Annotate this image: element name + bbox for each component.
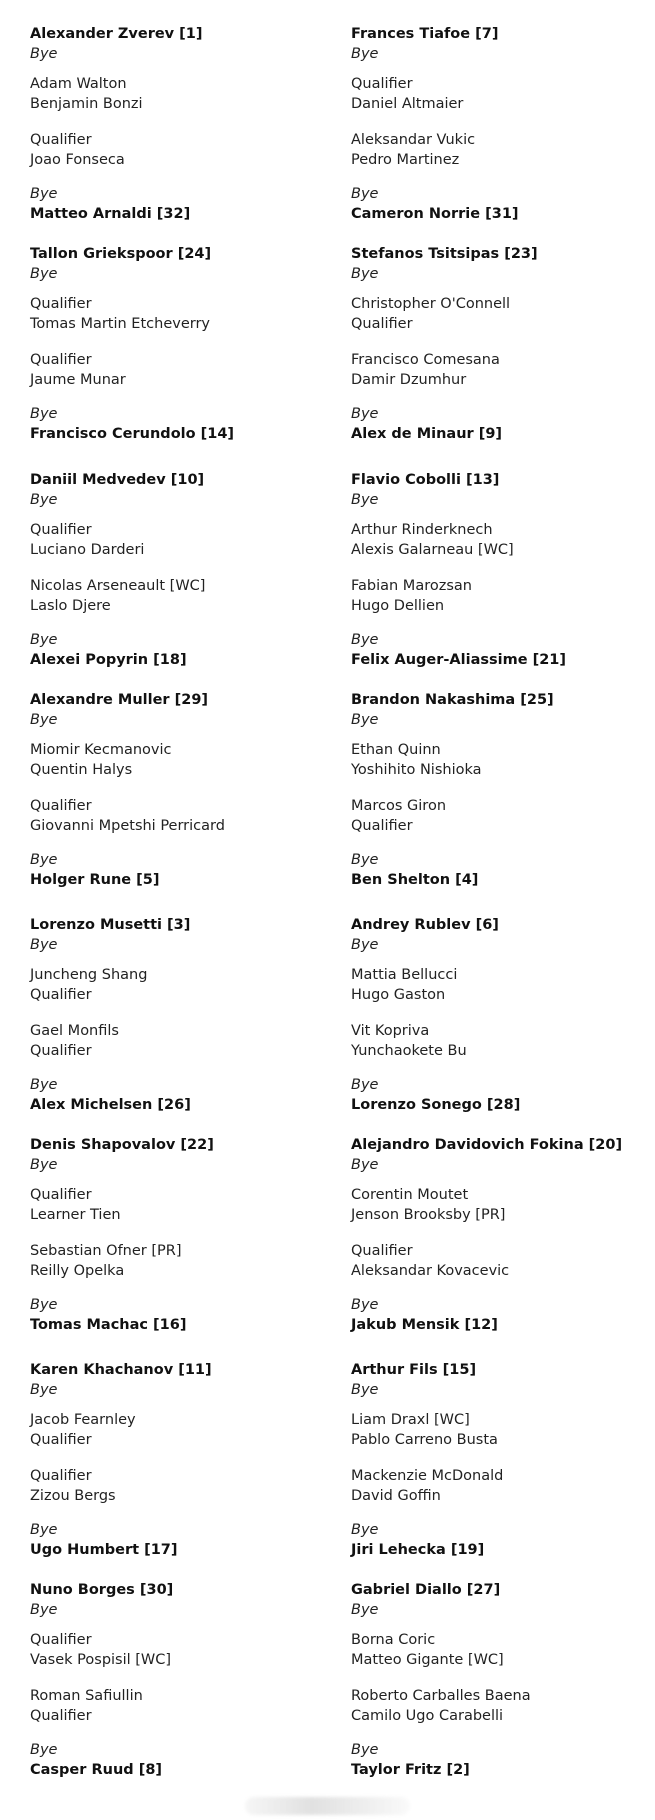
player-entry: Roberto Carballes Baena xyxy=(351,1688,531,1704)
seeded-player: Taylor Fritz [2] xyxy=(351,1762,470,1778)
seeded-player: Arthur Fils [15] xyxy=(351,1362,477,1378)
player-entry: Qualifier xyxy=(30,798,92,814)
seeded-player: Alexei Popyrin [18] xyxy=(30,652,187,668)
bye-entry: Bye xyxy=(351,46,379,62)
seeded-player: Lorenzo Musetti [3] xyxy=(30,917,191,933)
player-entry: Qualifier xyxy=(30,1708,92,1724)
seeded-player: Tallon Griekspoor [24] xyxy=(30,246,212,262)
player-entry: Corentin Moutet xyxy=(351,1187,469,1203)
player-entry: Arthur Rinderknech xyxy=(351,522,493,538)
player-entry: Giovanni Mpetshi Perricard xyxy=(30,818,225,834)
seeded-player: Denis Shapovalov [22] xyxy=(30,1137,214,1153)
bye-entry: Bye xyxy=(351,852,379,868)
seeded-player: Holger Rune [5] xyxy=(30,872,160,888)
bye-entry: Bye xyxy=(351,406,379,422)
bye-entry: Bye xyxy=(30,937,58,953)
player-entry: Fabian Marozsan xyxy=(351,578,472,594)
player-entry: Francisco Comesana xyxy=(351,352,500,368)
player-entry: Tomas Martin Etcheverry xyxy=(30,316,210,332)
player-entry: Qualifier xyxy=(30,522,92,538)
player-entry: Hugo Dellien xyxy=(351,598,445,614)
player-entry: Aleksandar Vukic xyxy=(351,132,476,148)
player-entry: Mackenzie McDonald xyxy=(351,1468,504,1484)
player-entry: Zizou Bergs xyxy=(30,1488,116,1504)
player-entry: Reilly Opelka xyxy=(30,1263,125,1279)
bye-entry: Bye xyxy=(30,1742,58,1758)
player-entry: Matteo Gigante [WC] xyxy=(351,1652,504,1668)
seeded-player: Karen Khachanov [11] xyxy=(30,1362,212,1378)
seeded-player: Daniil Medvedev [10] xyxy=(30,472,205,488)
bye-entry: Bye xyxy=(30,1297,58,1313)
player-entry: Aleksandar Kovacevic xyxy=(351,1263,510,1279)
player-entry: Adam Walton xyxy=(30,76,127,92)
seeded-player: Francisco Cerundolo [14] xyxy=(30,426,235,442)
bye-entry: Bye xyxy=(351,712,379,728)
seeded-player: Matteo Arnaldi [32] xyxy=(30,206,191,222)
player-entry: Qualifier xyxy=(30,987,92,1003)
bye-entry: Bye xyxy=(30,186,58,202)
player-entry: Qualifier xyxy=(30,352,92,368)
bye-entry: Bye xyxy=(351,1382,379,1398)
player-entry: Jenson Brooksby [PR] xyxy=(351,1207,506,1223)
player-entry: Marcos Giron xyxy=(351,798,447,814)
player-entry: Damir Dzumhur xyxy=(351,372,467,388)
player-entry: Alexis Galarneau [WC] xyxy=(351,542,514,558)
player-entry: Qualifier xyxy=(30,132,92,148)
bye-entry: Bye xyxy=(30,632,58,648)
player-entry: Vasek Pospisil [WC] xyxy=(30,1652,172,1668)
player-entry: Laslo Djere xyxy=(30,598,111,614)
seeded-player: Alejandro Davidovich Fokina [20] xyxy=(351,1137,623,1153)
bye-entry: Bye xyxy=(30,492,58,508)
seeded-player: Lorenzo Sonego [28] xyxy=(351,1097,521,1113)
seeded-player: Stefanos Tsitsipas [23] xyxy=(351,246,538,262)
player-entry: Benjamin Bonzi xyxy=(30,96,143,112)
player-entry: Luciano Darderi xyxy=(30,542,145,558)
player-entry: Jaume Munar xyxy=(30,372,126,388)
bye-entry: Bye xyxy=(30,712,58,728)
seeded-player: Cameron Norrie [31] xyxy=(351,206,519,222)
player-entry: Qualifier xyxy=(351,818,413,834)
player-entry: Vit Kopriva xyxy=(351,1023,430,1039)
player-entry: Sebastian Ofner [PR] xyxy=(30,1243,182,1259)
player-entry: Qualifier xyxy=(351,1243,413,1259)
bye-entry: Bye xyxy=(351,1077,379,1093)
seeded-player: Felix Auger-Aliassime [21] xyxy=(351,652,567,668)
bye-entry: Bye xyxy=(30,1382,58,1398)
seeded-player: Gabriel Diallo [27] xyxy=(351,1582,501,1598)
player-entry: Qualifier xyxy=(30,1632,92,1648)
player-entry: Nicolas Arseneault [WC] xyxy=(30,578,206,594)
player-entry: Qualifier xyxy=(351,76,413,92)
player-entry: Quentin Halys xyxy=(30,762,133,778)
bye-entry: Bye xyxy=(351,1522,379,1538)
player-entry: Ethan Quinn xyxy=(351,742,441,758)
seeded-player: Casper Ruud [8] xyxy=(30,1762,163,1778)
bye-entry: Bye xyxy=(351,1157,379,1173)
player-entry: Hugo Gaston xyxy=(351,987,446,1003)
bye-entry: Bye xyxy=(351,186,379,202)
player-entry: Miomir Kecmanovic xyxy=(30,742,172,758)
player-entry: Liam Draxl [WC] xyxy=(351,1412,470,1428)
bye-entry: Bye xyxy=(30,1602,58,1618)
player-entry: Qualifier xyxy=(30,1043,92,1059)
seeded-player: Alexander Zverev [1] xyxy=(30,26,203,42)
player-entry: Yoshihito Nishioka xyxy=(351,762,482,778)
blurred-footer-watermark xyxy=(245,1797,410,1815)
seeded-player: Alex Michelsen [26] xyxy=(30,1097,191,1113)
seeded-player: Alexandre Muller [29] xyxy=(30,692,209,708)
seeded-player: Flavio Cobolli [13] xyxy=(351,472,500,488)
bye-entry: Bye xyxy=(351,937,379,953)
player-entry: Yunchaokete Bu xyxy=(351,1043,467,1059)
player-entry: Gael Monfils xyxy=(30,1023,119,1039)
seeded-player: Tomas Machac [16] xyxy=(30,1317,187,1333)
bye-entry: Bye xyxy=(30,1077,58,1093)
player-entry: Joao Fonseca xyxy=(30,152,125,168)
player-entry: Qualifier xyxy=(30,1468,92,1484)
player-entry: Qualifier xyxy=(351,316,413,332)
bye-entry: Bye xyxy=(351,266,379,282)
bye-entry: Bye xyxy=(30,266,58,282)
bye-entry: Bye xyxy=(30,1157,58,1173)
bye-entry: Bye xyxy=(351,1602,379,1618)
seeded-player: Nuno Borges [30] xyxy=(30,1582,174,1598)
bye-entry: Bye xyxy=(30,852,58,868)
bye-entry: Bye xyxy=(351,492,379,508)
seeded-player: Jiri Lehecka [19] xyxy=(351,1542,485,1558)
seeded-player: Alex de Minaur [9] xyxy=(351,426,503,442)
seeded-player: Ben Shelton [4] xyxy=(351,872,479,888)
seeded-player: Ugo Humbert [17] xyxy=(30,1542,178,1558)
player-entry: Mattia Bellucci xyxy=(351,967,458,983)
player-entry: Pedro Martinez xyxy=(351,152,460,168)
seeded-player: Andrey Rublev [6] xyxy=(351,917,499,933)
player-entry: Learner Tien xyxy=(30,1207,121,1223)
bye-entry: Bye xyxy=(30,46,58,62)
player-entry: Qualifier xyxy=(30,1432,92,1448)
bye-entry: Bye xyxy=(351,1742,379,1758)
seeded-player: Brandon Nakashima [25] xyxy=(351,692,554,708)
bye-entry: Bye xyxy=(351,1297,379,1313)
player-entry: Juncheng Shang xyxy=(30,967,148,983)
player-entry: Borna Coric xyxy=(351,1632,436,1648)
player-entry: Roman Safiullin xyxy=(30,1688,143,1704)
player-entry: Pablo Carreno Busta xyxy=(351,1432,498,1448)
bye-entry: Bye xyxy=(30,406,58,422)
seeded-player: Frances Tiafoe [7] xyxy=(351,26,499,42)
player-entry: Christopher O'Connell xyxy=(351,296,511,312)
player-entry: Daniel Altmaier xyxy=(351,96,464,112)
seeded-player: Jakub Mensik [12] xyxy=(351,1317,498,1333)
bye-entry: Bye xyxy=(351,632,379,648)
player-entry: David Goffin xyxy=(351,1488,441,1504)
player-entry: Qualifier xyxy=(30,1187,92,1203)
player-entry: Qualifier xyxy=(30,296,92,312)
bye-entry: Bye xyxy=(30,1522,58,1538)
player-entry: Jacob Fearnley xyxy=(30,1412,136,1428)
player-entry: Camilo Ugo Carabelli xyxy=(351,1708,504,1724)
